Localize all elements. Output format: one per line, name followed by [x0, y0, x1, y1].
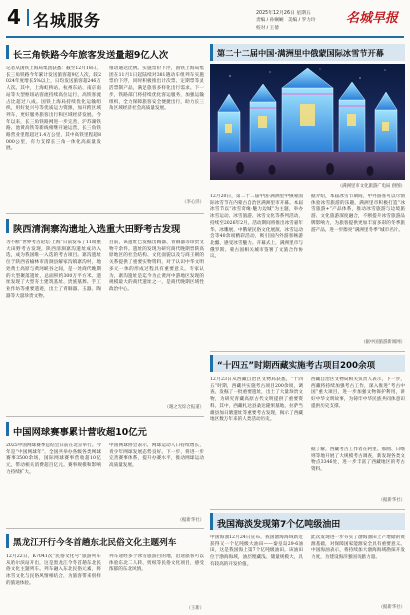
article-title: 长三角铁路今年旅客发送量超9亿人次: [13, 50, 169, 61]
article-body-col2: 此次发现进一步夯实了渤海油田上产增储的资源基础，对保障国家能源安全具有重要意义。中国海油表示，将持续加大渤海海域勘探开发力度，为建设海洋强国贡献力量。: [311, 535, 405, 561]
proofreader-credit: 校对 / 王倩: [256, 26, 279, 31]
header-divider: [27, 9, 29, 26]
article-author: （据新华社）: [378, 498, 405, 503]
title-bar: [210, 355, 213, 372]
photo-caption: （满洲里市文化旅游广电局 供图）: [337, 184, 405, 189]
page-number: 4: [7, 5, 21, 29]
title-bar: [6, 534, 9, 548]
article-body-col2: 目前，该遗址已发掘出陶器、青铜器等珍贵文物千余件。遗址的发现为研究商代晚期晋陕高原地区的社会结构、文化面貌以及与商王朝的关系提供了重要实物资料，对于认识中华文明多元一体的形成过程具有重要意义。专家认为，寨沟遗址是迄今为止黄河中游地区发现的规模最大的商代遗址之一，是商代晚期区域性政治中心。: [109, 240, 204, 292]
article-rail-ridership: [6, 44, 204, 211]
article-title: 我国海淡发现第7个亿吨级油田: [217, 520, 341, 530]
title-bar: [6, 422, 9, 436]
article-author: （王新）: [186, 606, 204, 611]
ice-castle-image: [210, 64, 405, 180]
article-ice-festival: [210, 44, 405, 349]
article-body-col2: 中国网球协会表示，网球运动人口持续增长，青少年网球发展态势良好。下一步，将进一步完善赛事体系，提升办赛水平，推动网球运动高质量发展。: [109, 443, 204, 469]
divider: [210, 509, 405, 510]
title-bar: [210, 513, 213, 530]
article-title: “十四五”时期西藏实施考古项目200余项: [217, 361, 376, 371]
header-rule: [6, 36, 404, 38]
article-author: （据新华社）: [378, 605, 405, 610]
article-body-col2: 推动通达比例。实施票价下浮，国铁上海局集团在11月1日起陆续对381趟动车组列车实施票价下浮，同时积极推出计次票、定期票等灵活票制产品，满足旅客多样化出行需求。下一步，铁路部门将持续优化客运服务，加强运输组织，全力保障旅客安全便捷出行，助力长三角区域经济社会高质量发展。: [109, 66, 204, 112]
divider: [6, 416, 204, 417]
article-body-col2: 列车途经多个冰雪旅游目的地，沿途旅客可以体验东北二人转、剪纸等民俗文化项目，感受浓郁的东北风情。: [109, 554, 204, 573]
article-body-col1: 记者从国铁上海局集团获悉：截至12月18日，长三角铁路今年累计发送旅客超9亿人次，较2024年度增长5%以上，日均发送旅客超246万人次。其中，上海虹桥站、杭州东站、南京南站等大型枢纽站客流持续高位运行，高铁客流占比超过八成。国铁上海局持续优化运输组织，用好复兴号等优质运力资源，加开跨区域列车，更好服务旅客出行和区域经济发展。今年以来，长三角铁路网进一步完善，沪苏湖铁路、池黄高铁等新线相继开通运营，长三角铁路营业里程超过1.4万公里，其中高铁里程超8000公里，有力支撑长三角一体化高质量发展。: [6, 66, 101, 152]
article-title: 陕西清涧寨沟遗址入选重大田野考古发现: [13, 224, 181, 235]
article-author: （据新华社）: [177, 518, 204, 523]
article-body-col1: 12月20日，第二十二届中国·满洲里中俄蒙国际冰雪节在内蒙古自治区满洲里市开幕。本届冰雪节以“冰雪奇缘·魅力边城”为主题，举办冰雪运动、冰雪旅游、冰雪文化等系列活动，持续至2026年2月。活动期间将推出冰雪嘉年华、冰雕展、中俄蒙民俗文化展演、冰雪运动会等40余项精彩活动，吸引国内外游客畅游北疆、感受冰雪魅力。开幕式上，满洲里市与俄罗斯、蒙古国相关城市签署了文旅合作协议。: [210, 194, 303, 260]
article-author: （据中国旅游新闻网）: [361, 340, 405, 345]
article-body-col3: 据了解，西藏考古工作者在阿里、那曲、日喀则等地开展了大规模考古调查，新发现各类文物点3346处，进一步丰富了西藏地区的考古资料。: [311, 447, 405, 473]
article-folk-train: [6, 533, 204, 613]
article-tennis: [6, 421, 204, 526]
title-bar: [6, 219, 9, 233]
article-title: 黑龙江开行今冬首趟东北民俗文化主题列车: [13, 538, 177, 548]
title-bar: [6, 45, 9, 59]
page-header: [0, 0, 410, 38]
article-body-col1: 为不断“世界考古论坛·上海”日前发布了11项重大田野考古发现，陕西清涧寨沟遗址成功入选，成为我国唯一入选的考古项目。寨沟遗址位于陕西省榆林市清涧县解家沟镇寨沟村，地处黄土高原与黄河峡谷之间，是一处商代晚期的大型聚落遗址，总面积约300万平方米。遗址发现了大型夯土建筑基址、贵族墓葬、手工业作坊等重要遗迹，出土了青铜器、玉器、陶器等大量珍贵文物。: [6, 240, 101, 299]
divider: [210, 351, 405, 352]
article-body-col1: 12月22日，K7041次“民俗文化号”旅游列车从哈尔滨站开出，这是黑龙江今冬首趟东北民俗文化主题列车。列车融入东北民俗元素，将冰雪文化与民俗风情相结合，为旅客带来别样的旅途体验。: [6, 554, 101, 586]
article-body-col1: 中国海油12月24日宣布，我国渤海海域新近获得又一个亿吨级大油田——秦皇岛29-6油田，这是我国海上第7个亿吨级油田。该油田位于渤海海域，油层埋藏浅、储量规模大，具有较高的开发价值。: [210, 535, 303, 567]
section-name: 名城服务: [33, 11, 102, 30]
article-body-col2: 西藏自治区文物局相关负责人表示，下一步，西藏将持续加强考古工作，深入推进“考古中国”重大项目，进一步加强文物保护利用，讲好中华文明故事，为铸牢中华民族共同体意识提供历史支撑。: [311, 377, 405, 409]
article-oilfield: [210, 513, 405, 613]
article-author: （李心洋）: [182, 200, 204, 205]
editor-credits: 责编 / 孙娴娴 美编 / 罗力玲: [256, 18, 316, 23]
article-body-col1: 2025中国网球赛季总结会日前在北京举行。今年是“中国网球年”，全国共举办各级各类网球赛事3500余场，国际网球赛事营收超10亿元，带动相关消费超百亿元。赛事规模和影响力持续扩大。: [6, 443, 101, 475]
article-title: 第二十二届中国·满洲里中俄蒙国际冰雪节开幕: [217, 48, 384, 58]
article-author: （谢之光综合报道）: [164, 405, 204, 410]
article-archaeology: [6, 218, 204, 414]
divider: [6, 528, 204, 529]
issue-date: 2025年12月26日 星期五: [256, 11, 311, 16]
article-title: 中国网球赛事累计营收超10亿元: [13, 427, 147, 438]
masthead-logo: 名城早报: [346, 11, 399, 26]
festival-photo: [210, 64, 405, 180]
title-bar: [210, 44, 213, 61]
divider: [6, 213, 204, 214]
article-body-col1: 12月23日从西藏自治区文物局获悉，“十四五”时期，西藏共实施考古项目200余项，调查、发掘了一批重要遗址，出土了大量珍贵文物，为研究青藏高原古代文明提供了重要资料。其中，西藏札达县桑达隆果墓地、拉萨当雄县加日塘遗址等重要考古发现，揭示了西藏地区数万年来的人类活动历史。: [210, 377, 303, 423]
article-tibet-archaeology: [210, 355, 405, 507]
article-body-col2: 据介绍，本届冰雪节期间，中外游客可以尽情体验冰雪旅游的乐趣。满洲里市积极打造“冰雪旅游+”产品体系，推动冰雪旅游与边境旅游、文化旅游深度融合，不断提升冰雪旅游品牌影响力，为旅客提供更加丰富多彩的冬季旅游产品，进一步擦亮“满洲里冬季”城市名片。: [311, 194, 405, 233]
